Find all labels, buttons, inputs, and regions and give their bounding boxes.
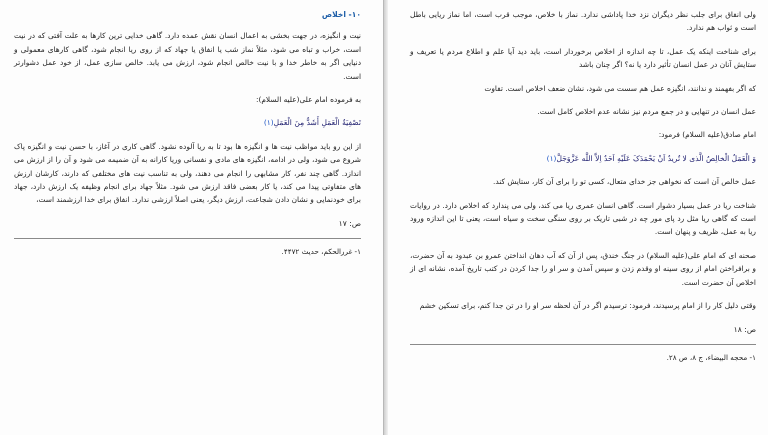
- paragraph: وقتی دلیل کار را از امام پرسیدند، فرمود: ترسیدم اگر در آن لحظه سر او را در تن جدا کنم، برای تسکین خشم: [419, 301, 756, 311]
- arabic-text: تَصْفِیَةُ الْعَمَلِ أَشَدُّ مِنَ الْعَمَلِ: [273, 118, 361, 128]
- arabic-quote: [14, 116, 361, 129]
- footnote-divider: [410, 344, 756, 345]
- page-number: ص: ۱۷: [338, 218, 361, 228]
- paragraph: عمل انسان در تنهایی و در جمع مردم نیز نشانه عدم اخلاص کامل است.: [537, 107, 756, 117]
- paragraph: شناخت ریا در عمل بسیار دشوار است. گاهی انسان عمری ریا می کند، ولی می پندارد که اخلاص دارد. در روایات است که گاهی ریا مثل رد پای مور چه در شبی تاریک بر روی سنگی سخت و سیاه است، یعنی تا این اندازه ورود ریا به عمل، ظریف و پنهان است.: [410, 200, 756, 237]
- paragraph: برای شناخت اینکه یک عمل، تا چه اندازه از اخلاص برخوردار است، باید دید آیا علم و اطلاع مردم یا تعریف و ستایش آنان در عمل انسان تأثیر دارد یا نه؟ اگر چنان باشد: [410, 46, 756, 70]
- paragraph: از این رو باید مواظب نیت ها و انگیزه ها بود تا به ریا آلوده نشود. گاهی کاری در آغاز، با حسن نیت و انگیزه پاک شروع می شود، ولی در ادامه، انگیزه های مادی و نفسانی وریا کارانه به آن ضمیمه می شود و آن را از ارزش می اندازد. گاهی چند نفر، کار مشابهی را انجام می دهند، ولی به تناسب نیت های مختلفی که دارند، کارشان ارزش های متفاوتی پیدا می کند، یا کار بعضی فاقد ارزش می شود. مثلاً جهاد برای انجام وظیفه یک ارزش دارد، جهاد برای خودنمایی و نشان دادن شجاعت، ارزش دیگر، یعنی اصلاً ارزشی ندارد. انفاق برای خدا ارزشمند است،: [14, 141, 361, 205]
- arabic-text: وَ الْعَمَلُ الْخالِصُ الَّذی لا تُریدُ اَنْ یَحْمَدَکَ عَلَیْهِ اَحَدٌ اِلاَّ اللَّه عَزَّوَجَلَّ: [556, 153, 756, 163]
- page-18: [388, 0, 768, 435]
- page-number: ص: ۱۸: [733, 324, 756, 334]
- paragraph: نیت و انگیزه، در جهت بخشی به اعمال انسان نقش عمده دارد. گاهی خدایی ترین کارها به علت آفتی که در نیت است، خراب و تباه می شود، مثلاً نماز شب یا انفاق یا جهاد که از روی ریا انجام شود، گاهی کارهای معمولی و دنیایی اگر به خاطر خدا و با نیت خالص انجام شود، ارزش می یابد. خالص سازی عمل، از خود عمل دشوارتر است.: [14, 31, 361, 81]
- arabic-quote: [410, 152, 756, 165]
- quote-intro: امام صادق(علیه السلام) فرمود:: [658, 130, 756, 140]
- footnote-reference-link[interactable]: (۱): [546, 153, 557, 163]
- footnote-divider: [14, 238, 361, 239]
- footnote: ۱- محجه البیضاء، ج ۸، ص ۲۸.: [666, 352, 756, 362]
- paragraph: ولی انفاق برای جلب نظر دیگران نزد خدا پاداشی ندارد. نماز با خلاص، موجب قرب است، اما نماز ریایی باطل است و ثواب هم ندارد.: [410, 10, 756, 33]
- paragraph: صحنه ای که امام علی(علیه السلام) در جنگ خندق، پس از آن که آب دهان انداختن عمرو بن عبدود به آن حضرت، و برافراختن امام از روی سینه او وقدم زدن و سپس آمدن و سر او را جدا کردن در کتب تاریخ آمده، نشانه ای از اخلاص آن حضرت است.: [410, 250, 756, 287]
- paragraph: که اگر بفهمند و ندانند، انگیزه عمل هم سست می شود، نشان ضعف اخلاص است. تفاوت: [484, 83, 756, 93]
- quote-intro: به فرموده امام علی(علیه السلام):: [255, 95, 361, 105]
- footnote-reference-link[interactable]: (۱): [263, 118, 274, 128]
- footnote: ۱- غررالحکم، حدیث ۴۴۷۲.: [281, 247, 361, 257]
- paragraph: عمل خالص آن است که نخواهی جز خدای متعال، کسی تو را برای آن کار، ستایش کند.: [493, 177, 756, 187]
- section-heading: ۱۰- اخلاص: [321, 10, 361, 19]
